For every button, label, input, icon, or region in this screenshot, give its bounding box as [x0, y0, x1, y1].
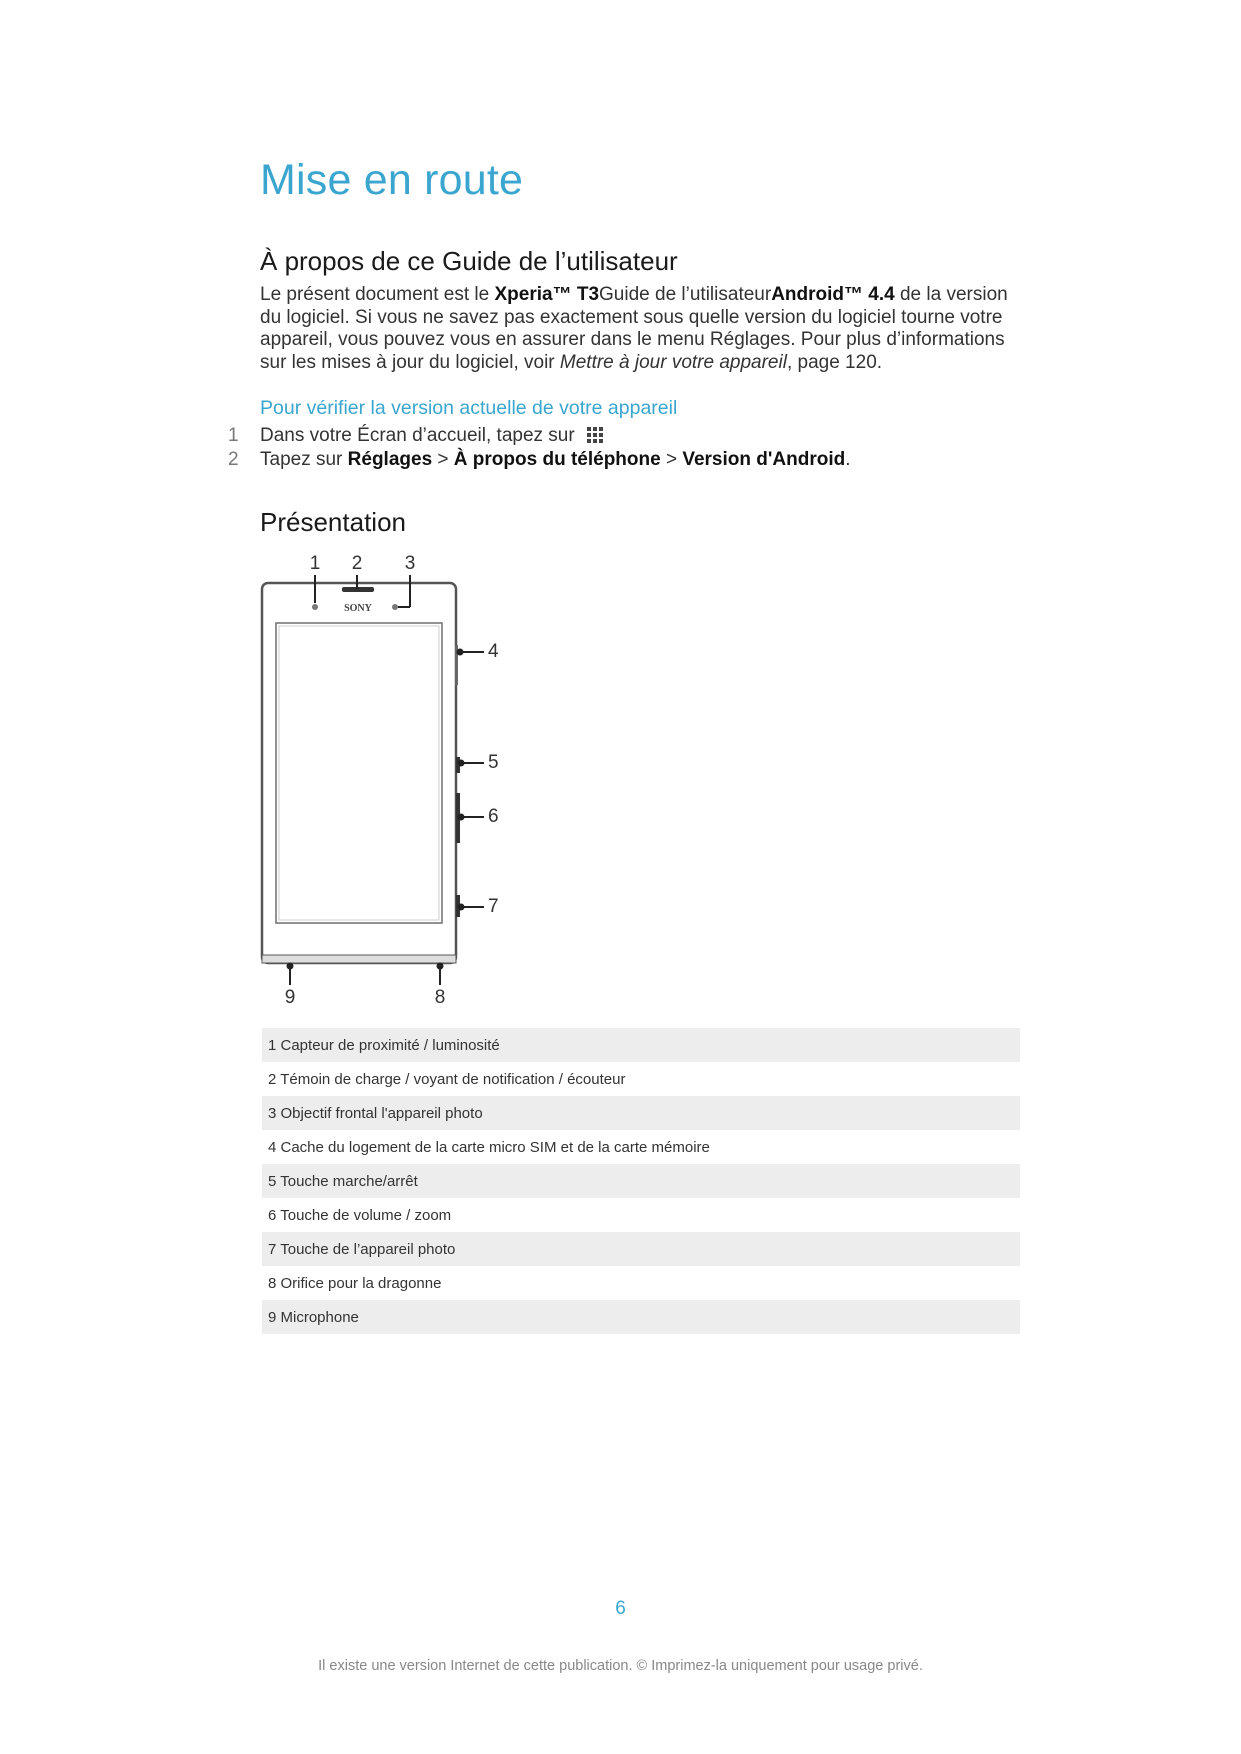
leader-dot-9	[288, 964, 293, 969]
step-number: 1	[228, 425, 239, 446]
callout-label-7: 7	[488, 896, 499, 917]
callout-label-1: 1	[309, 553, 321, 574]
legend-item-2: 2 Témoin de charge / voyant de notification / écouteur	[268, 1070, 626, 1088]
callout-label-3: 3	[404, 553, 416, 574]
intro-text-2: Guide de l’utilisateur	[599, 284, 772, 305]
callout-label-5: 5	[488, 752, 499, 773]
callout-label-2: 2	[351, 553, 363, 574]
table-row	[262, 1164, 1020, 1198]
legend-item-5: 5 Touche marche/arrêt	[262, 1164, 1020, 1198]
legend-item-8: 8 Orifice pour la dragonne	[268, 1274, 442, 1292]
leader-dot-8	[438, 964, 443, 969]
table-row	[262, 1130, 1020, 1164]
callout-label-4: 4	[488, 641, 499, 662]
legend-item-3: 3 Objectif frontal l'appareil photo	[262, 1096, 1020, 1130]
intro-text-1: Le présent document est le	[260, 284, 495, 305]
step-number: 2	[228, 449, 239, 470]
page-number: 6	[615, 1598, 626, 1619]
intro-paragraph	[260, 284, 1020, 374]
table-row	[262, 1028, 1020, 1062]
legend-item-9: 9 Microphone	[262, 1300, 1020, 1334]
intro-text-3: de la version du logiciel. Si vous ne savez pas exactement sous quelle version du logiciel tourne votre appareil, vous pouvez vous en assurer dans le menu Réglages. Pour plus d’informations sur les mises à jour du logiciel, voir	[260, 284, 1008, 373]
leader-dot-7	[459, 905, 464, 910]
phone-body-edge	[262, 955, 456, 963]
leader-dot-4	[458, 650, 463, 655]
leader-dot-5	[459, 761, 464, 766]
legend-item-1: 1 Capteur de proximité / luminosité	[262, 1028, 1020, 1062]
phone-screen	[276, 623, 442, 923]
phone-diagram	[230, 545, 510, 1015]
section-heading-guide: À propos de ce Guide de l’utilisateur	[260, 246, 678, 276]
menu-settings: Réglages	[347, 449, 433, 470]
front-camera	[392, 604, 398, 610]
table-row	[262, 1198, 1020, 1232]
step-text: Dans votre Écran d’accueil, tapez sur	[260, 425, 604, 447]
callout-label-8: 8	[434, 987, 446, 1008]
page-footer: Il existe une version Internet de cette publication. © Imprimez-la uniquement pour usage privé.	[318, 1658, 923, 1674]
table-row	[262, 1232, 1020, 1266]
procedure-step-1	[228, 425, 604, 447]
intro-android-version: Android™ 4.4	[771, 284, 895, 305]
table-row	[262, 1062, 1020, 1096]
brand-logo: SONY	[344, 603, 372, 614]
menu-about-phone: À propos du téléphone	[453, 449, 661, 470]
callout-label-6: 6	[488, 806, 499, 827]
table-row	[262, 1096, 1020, 1130]
proximity-sensor	[312, 604, 318, 610]
intro-crossref-link[interactable]: Mettre à jour votre appareil	[559, 351, 787, 373]
page-title: Mise en route	[260, 156, 524, 204]
legend-item-7: 7 Touche de l’appareil photo	[262, 1232, 1020, 1266]
table-row	[262, 1300, 1020, 1334]
menu-android-version: Version d'Android	[682, 449, 846, 470]
step-text: Tapez sur Réglages > À propos du téléphone > Version d'Android.	[260, 449, 851, 470]
procedure-title: Pour vérifier la version actuelle de votre appareil	[260, 397, 678, 419]
legend-table	[262, 1028, 1020, 1334]
intro-text-4: , page 120.	[786, 351, 883, 373]
legend-item-4: 4 Cache du logement de la carte micro SIM et de la carte mémoire	[268, 1138, 710, 1156]
procedure-step-2	[228, 449, 851, 471]
leader-dot-6	[459, 815, 464, 820]
intro-product-name: Xperia™ T3	[494, 284, 600, 305]
apps-grid-icon	[586, 426, 604, 444]
section-heading-overview: Présentation	[260, 507, 406, 537]
callout-label-9: 9	[284, 987, 296, 1008]
table-row	[262, 1266, 1020, 1300]
legend-item-6: 6 Touche de volume / zoom	[268, 1206, 452, 1224]
